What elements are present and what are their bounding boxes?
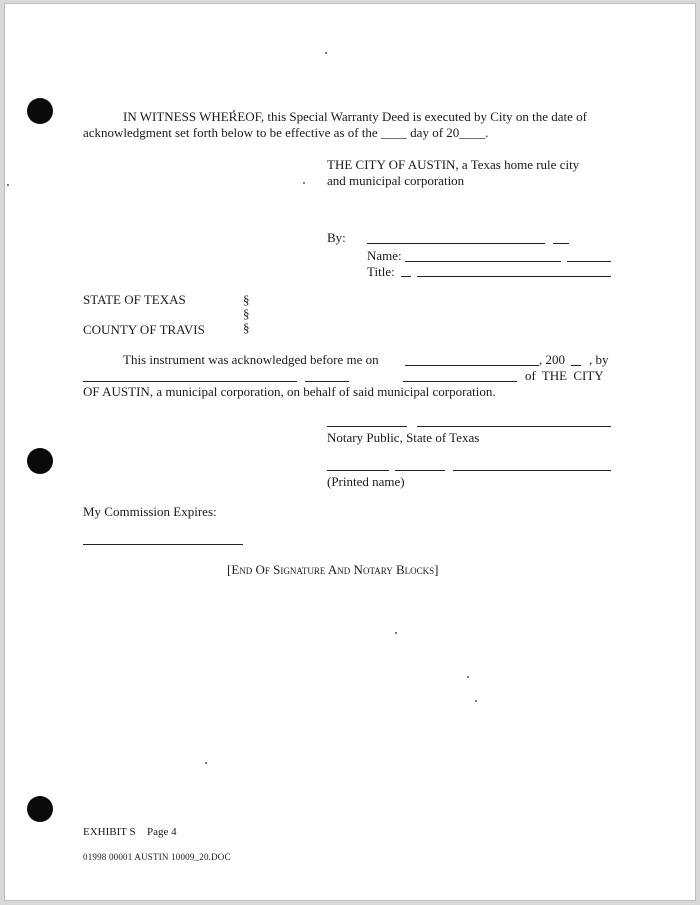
punch-hole-top: [27, 98, 53, 124]
acknowledgment-title-line: [403, 381, 517, 382]
notary-signature-line: [417, 426, 611, 427]
scan-speck: [7, 184, 9, 186]
scan-speck: [467, 676, 469, 678]
end-of-blocks-caption: [End Of Signature And Notary Blocks]: [227, 562, 439, 577]
name-field-line: [405, 261, 561, 262]
notary-public-label: Notary Public, State of Texas: [327, 430, 480, 445]
printed-name-line: [327, 470, 389, 471]
commission-expires-label: My Commission Expires:: [83, 504, 217, 519]
acknowledgment-name-line: [305, 381, 349, 382]
scan-speck: [325, 52, 327, 54]
name-field-line-tail: [567, 261, 611, 262]
acknowledgment-name-line: [83, 381, 297, 382]
footer-exhibit: EXHIBIT S: [83, 826, 136, 838]
printed-name-line: [395, 470, 445, 471]
acknowledgment-date-line: [405, 365, 539, 366]
footer-page: Page 4: [147, 826, 177, 838]
commission-expires-line: [83, 544, 243, 545]
acknowledgment-year: , 200: [539, 352, 565, 367]
acknowledgment-by: , by: [589, 352, 609, 367]
section-mark: §: [243, 306, 250, 321]
title-field-line: [417, 276, 611, 277]
section-mark: §: [243, 320, 250, 335]
acknowledgment-of-the-city: of THE CITY: [525, 368, 604, 383]
witness-line-2: acknowledgment set forth below to be effective as of the ____ day of 20____.: [83, 125, 489, 140]
state-of-texas: STATE OF TEXAS: [83, 292, 186, 307]
name-label: Name:: [367, 248, 402, 263]
by-signature-line: [367, 243, 545, 244]
scan-speck: [303, 182, 305, 184]
printed-name-label: (Printed name): [327, 474, 405, 489]
document-page: [4, 3, 696, 901]
county-of-travis: COUNTY OF TRAVIS: [83, 322, 205, 337]
scan-speck: [395, 632, 397, 634]
title-field-line: [401, 276, 411, 277]
witness-line-1: IN WITNESS WHEREOF, this Special Warranty Deed is executed by City on the date of: [123, 109, 588, 124]
city-line-2: and municipal corporation: [327, 173, 465, 188]
scan-speck: [205, 762, 207, 764]
notary-signature-line: [327, 426, 407, 427]
by-signature-line-tail: [553, 243, 569, 244]
acknowledgment-line-1: This instrument was acknowledged before me on: [123, 352, 379, 367]
footer-file-id: 01998 00001 AUSTIN 10009_20.DOC: [83, 852, 231, 862]
punch-hole-middle: [27, 448, 53, 474]
acknowledgment-line-3: OF AUSTIN, a municipal corporation, on behalf of said municipal corporation.: [83, 384, 496, 399]
title-label: Title:: [367, 264, 395, 279]
punch-hole-bottom: [27, 796, 53, 822]
acknowledgment-year-line: [571, 365, 581, 366]
section-mark: §: [243, 292, 250, 307]
by-label: By:: [327, 230, 346, 245]
printed-name-line: [453, 470, 611, 471]
city-line-1: THE CITY OF AUSTIN, a Texas home rule city: [327, 157, 580, 172]
scan-speck: [475, 700, 477, 702]
